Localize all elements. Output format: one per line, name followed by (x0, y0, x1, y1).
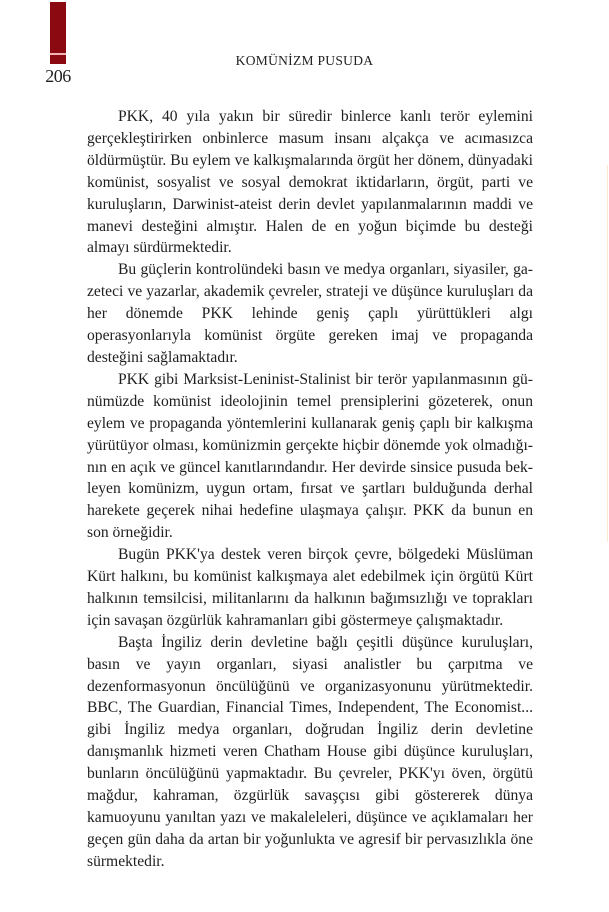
paragraph-3: PKK gibi Marksist-Leninist-Stalinist bir terör yapılanmasının günümüzde komünist ideolojinin temel prensiplerini gözeterek, onun eylem ve propaganda yöntemlerini kullanarak geniş çaplı bir kalkışma yürütüyor olması, komünizmin gerçekte hiçbir dönemde yok olmadığının en açık ve güncel kanıtlarındandır. Her devirde sinsice pusuda bekleyen komünizm, uygun ortam, fırsat ve şartları bulduğunda derhal harekete geçerek nihai hedefine ulaşmaya çalışır. PKK da bunun en son örneğidir. (87, 370, 533, 542)
paragraph-5: Başta İngiliz derin devletine bağlı çeşitli düşünce kuruluşları, basın ve yayın organları, siyasi analistler bu çarpıtma ve dezenformasyonun öncülüğünü ve organizasyonunu yürütmektedir. BBC, The Guardian, Financial Times, Independent, The Economist... gibi İngiliz medya organları, doğrudan İngiliz derin devletine danışmanlık hizmeti veren Chatham House gibi düşünce kuruluşları, bunların öncülüğünü yapmaktadır. Bu çevreler, PKK'yı öven, örgütü mağdur, kahraman, özgürlük savaşçısı gibi göstererek dünya kamuoyunu yanıltan yazı ve makaleleleri, düşünce ve açıklamaları her geçen gün daha da artan bir yoğunlukta ve agresif bir pervasızlıkla öne sürmektedir. (87, 633, 533, 870)
page-edge-line (607, 165, 608, 542)
paragraph-1: PKK, 40 yıla yakın bir süredir binlerce kanlı terör eylemini gerçekleştirirken onbinlerce masum insanı alçakça ve acımasızca öldürmüştür. Bu eylem ve kalkışmalarında örgüt her dönem, dünyadaki komünist, sosyalist ve sosyal demokrat iktidarların, örgüt, parti ve kuruluşların, Darwinist-ateist derin devlet yapılanmalarının maddi ve manevi desteğini almıştır. Halen de en yoğun biçimde bu desteği almayı sürdürmektedir. (87, 108, 533, 257)
body-text (87, 106, 533, 873)
page-number: 206 (45, 66, 71, 86)
running-header-title: KOMÜNİZM PUSUDA (235, 53, 374, 68)
paragraph-4: Bugün PKK'ya destek veren birçok çevre, bölgedeki Müslüman Kürt halkını, bu komünist kalkışmaya alet edebilmek için örgütü Kürt halkının temsilcisi, militanlarını da halkının bağımsızlığı ve toprakları için savaşan özgürlük kahramanları gibi göstermeye çalışmaktadır. (87, 546, 533, 629)
paragraph-2: Bu güçlerin kontrolündeki basın ve medya organları, siyasiler, gazeteci ve yazarlar, akademik çevreler, strateji ve düşünce kuruluşları da her dönemde PKK lehinde geniş çaplı yürüttükleri algı operasyonlarıyla komünist örgüte gereken imaj ve propaganda desteğini sağlamaktadır. (87, 261, 533, 366)
